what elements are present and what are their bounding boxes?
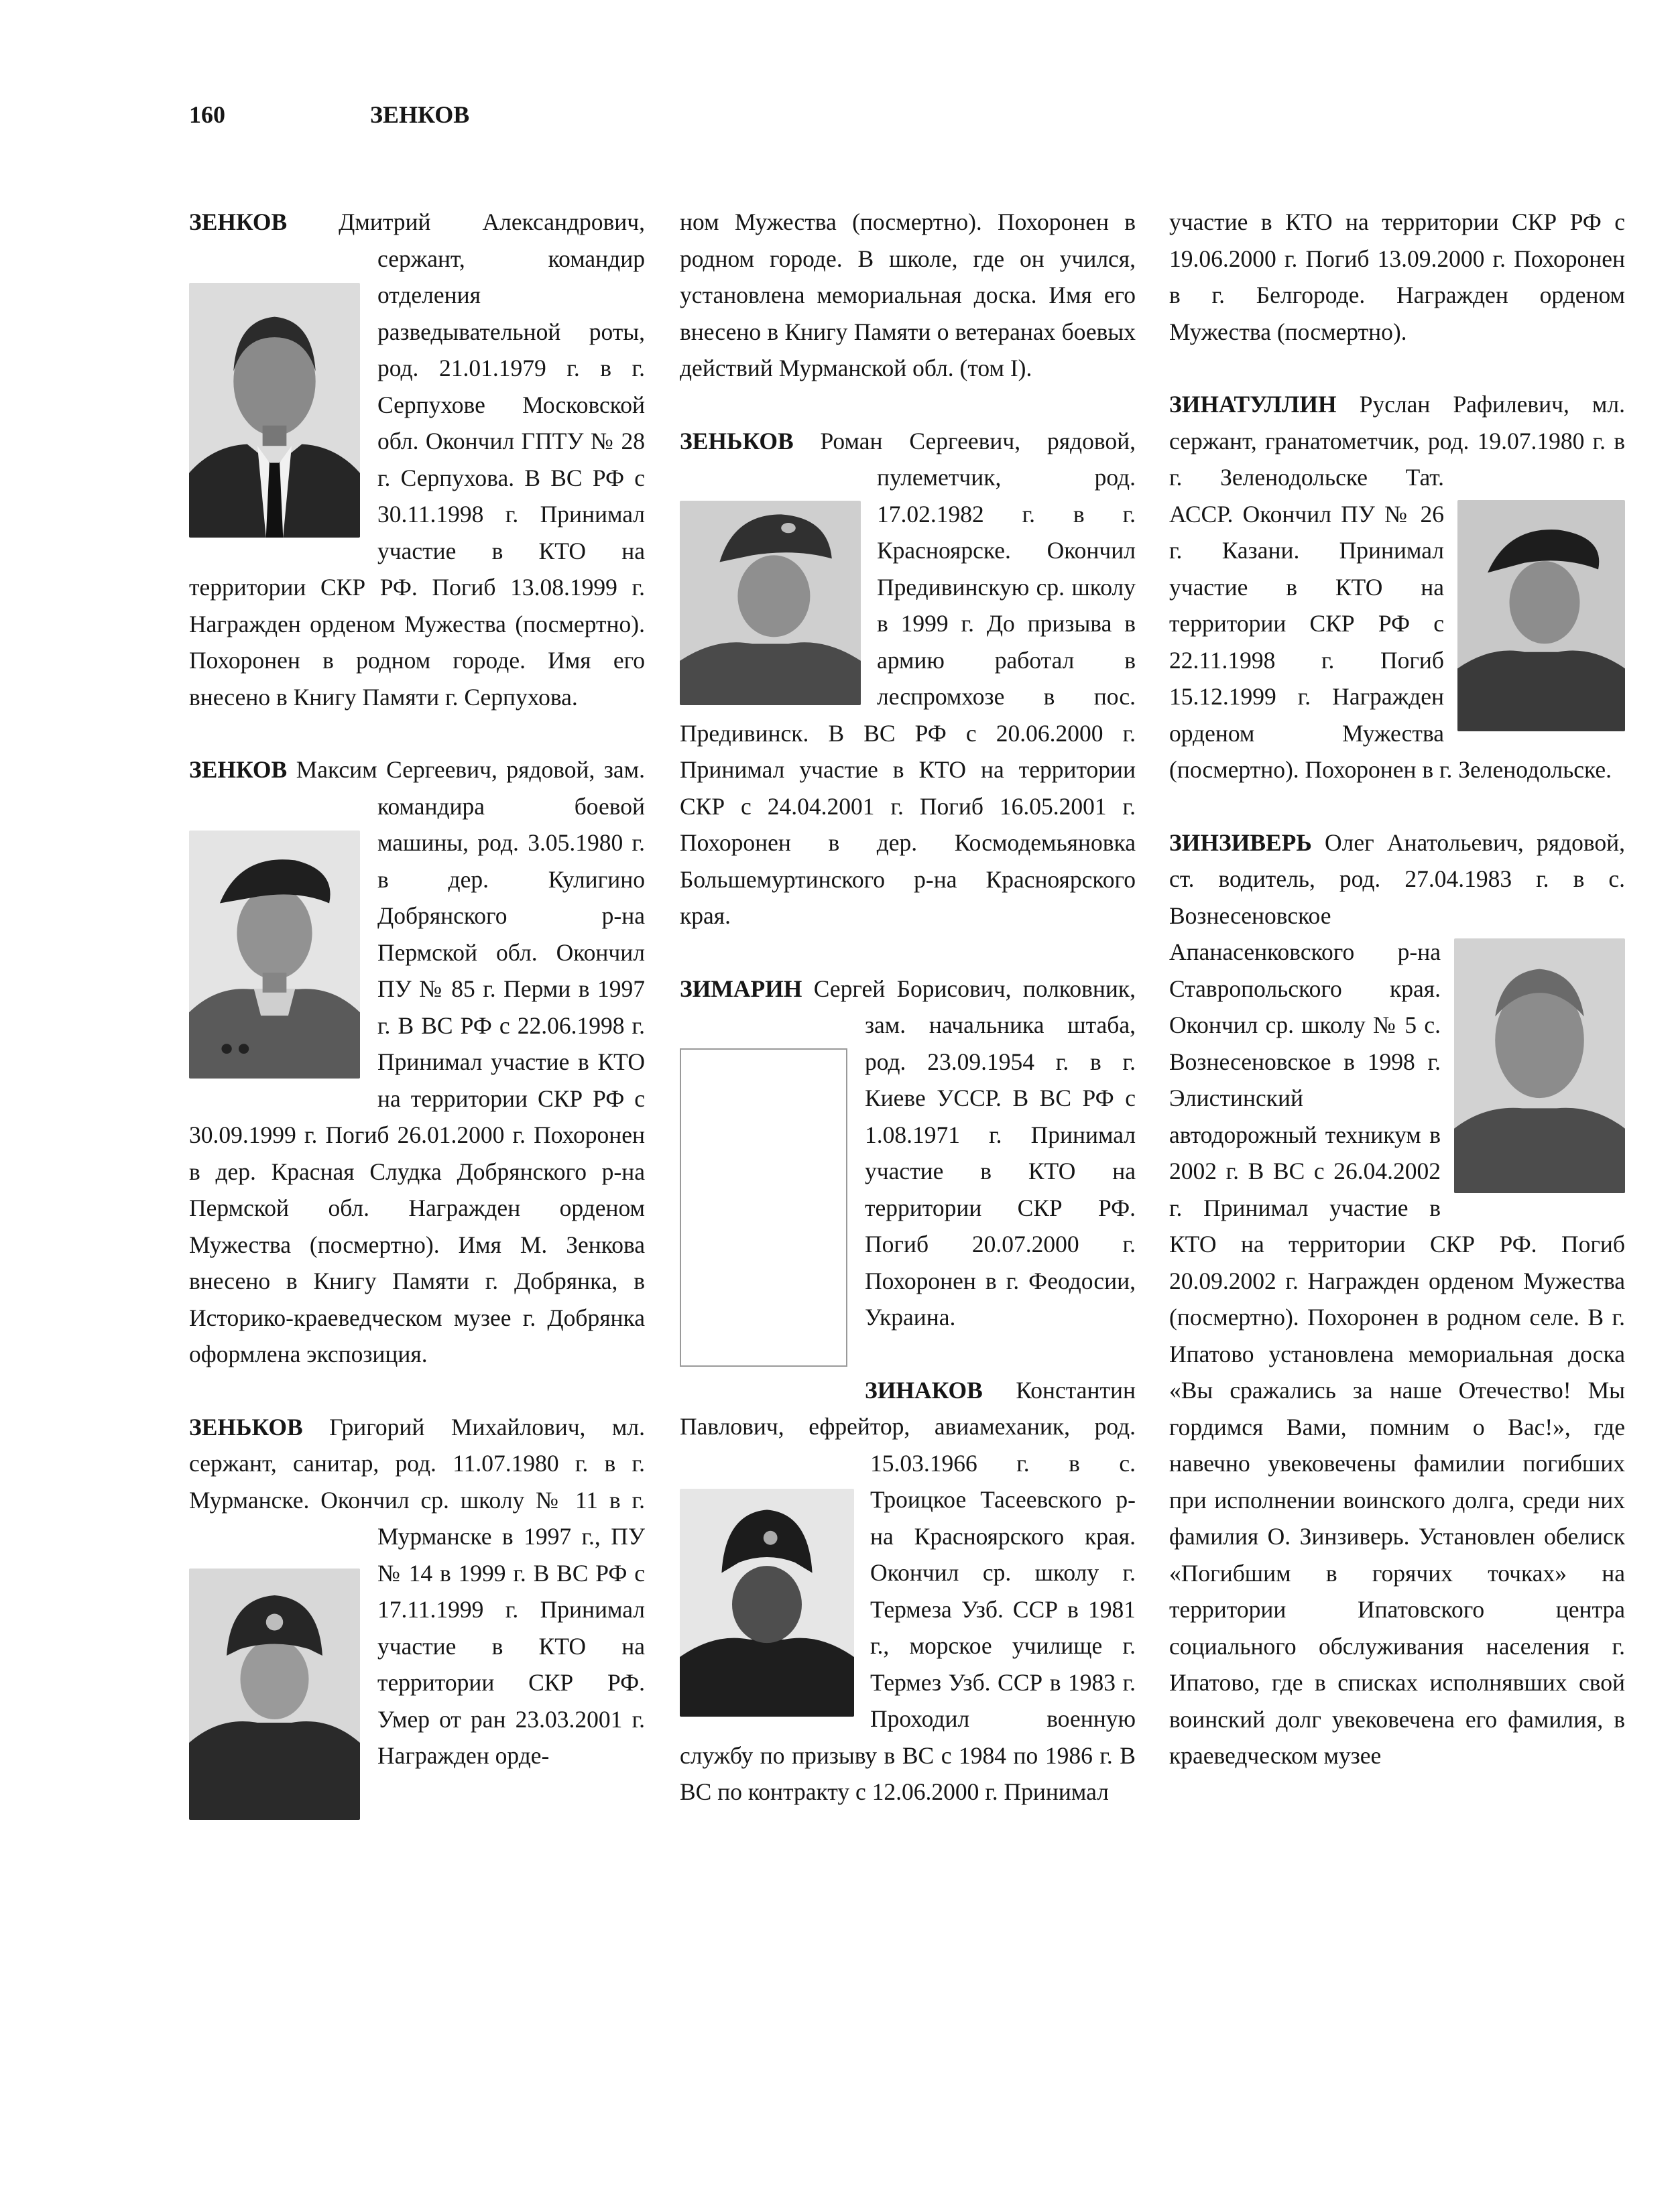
entry-surname: ЗИМАРИН <box>680 975 802 1002</box>
entry-zenkov-roman <box>680 423 1136 934</box>
portrait-photo <box>189 831 360 1079</box>
entry-zinakov <box>680 1372 1136 1810</box>
entry-text: Константин Павлович, ефрейтор, авиамеханик, род. 15.03.1966 г. в с. Троицкое Тасеевского р-на Красноярского края. Окончил ср. школу г. Термеза Узб. ССР в 1981 г., морское училище г. Термез Узб. ССР в 1983 г. Проходил военную службу по призыву в ВС с 1984 по 1986 г. В ВС по контракту с 12.06.2000 г. Принимал <box>680 1376 1136 1805</box>
portrait-photo <box>1457 500 1625 731</box>
column-2 <box>680 204 1136 1810</box>
entry-text: Дмитрий Александрович, сержант, командир отделения разведывательной роты, род. 21.01.1979 г. в г. Серпухове Московской обл. Окончил ГПТУ № 28 г. Серпухова. В ВС РФ с 30.11.1998 г. Принимал участие в КТО на территории СКР РФ. Погиб 13.08.1999 г. Награжден орденом Мужества (посмертно). Похоронен в родном городе. Имя его внесено в Книгу Памяти г. Серпухова. <box>189 208 645 711</box>
running-title: ЗЕНКОВ <box>370 101 470 128</box>
entry-zimarin <box>680 971 1136 1336</box>
entry-text: Олег Анатольевич, рядовой, ст. водитель, род. 27.04.1983 г. в с. Вознесеновское Апанасенковского р-на Ставропольского края. Окончил ср. школу № 5 с. Вознесеновское в 1998 г. Элистинский автодорожный техникум в 2002 г. В ВС с 26.04.2002 г. Принимал участие в КТО на территории СКР РФ. Погиб 20.09.2002 г. Награжден орденом Мужества (посмертно). Похоронен в родном селе. В г. Ипатово установлена мемориальная доска «Вы сражались за наше Отечество! Мы гордимся Вами, помним о Вас!», где навечно увековечены фамилии погибших при исполнении воинского долга, среди них фамилия О. Зинзиверь. Установлен обелиск «Погибшим в горячих точках» на территории Ипатовского центра социального обслуживания населения г. Ипатово, где в списках исполнявших свой воинский долг увековечена его фамилия, в краеведческом музее <box>1169 828 1625 1769</box>
entry-surname: ЗЕНКОВ <box>189 208 288 235</box>
entry-surname: ЗЕНЬКОВ <box>680 427 794 454</box>
portrait-photo <box>1454 938 1625 1193</box>
entry-text: Руслан Рафилевич, мл. сержант, гранатометчик, род. 19.07.1980 г. в г. Зеленодольске Тат. АССР. Окончил ПУ № 26 г. Казани. Принимал участие в КТО на территории СКР РФ с 22.11.1998 г. Погиб 15.12.1999 г. Награжден орденом Мужества (посмертно). Похоронен в г. Зеленодольске. <box>1169 391 1625 783</box>
entry-text: участие в КТО на территории СКР РФ с 19.06.2000 г. Погиб 13.09.2000 г. Похоронен в г. Белгороде. Награжден орденом Мужества (посмертно). <box>1169 208 1625 345</box>
entry-continuation <box>680 204 1136 387</box>
portrait-photo <box>680 501 861 705</box>
entry-zenkov-dmitry <box>189 204 645 715</box>
entry-continuation <box>1169 204 1625 350</box>
entry-surname: ЗИНАТУЛЛИН <box>1169 391 1337 418</box>
entry-text: Максим Сергеевич, рядовой, зам. командира боевой машины, род. 3.05.1980 г. в дер. Кулигино Добрянского р-на Пермской обл. Окончил ПУ № 85 г. Перми в 1997 г. В ВС РФ с 22.06.1998 г. Принимал участие в КТО на территории СКР РФ с 30.09.1999 г. Погиб 26.01.2000 г. Похоронен в дер. Красная Слудка Добрянского р-на Пермской обл. Награжден орденом Мужества (посмертно). Имя М. Зенкова внесено в Книгу Памяти г. Добрянка, в Историко-краеведческом музее г. Добрянка оформлена экспозиция. <box>189 756 645 1367</box>
column-1 <box>189 204 645 1825</box>
column-3 <box>1169 204 1625 1774</box>
entry-text: ном Мужества (посмертно). Похоронен в родном городе. В школе, где он учился, установлена мемориальная доска. Имя его внесено в Книгу Памяти о ветеранах боевых действий Мурманской обл. (том I). <box>680 208 1136 381</box>
entry-zenkov-grigory <box>189 1409 645 1774</box>
missing-photo-frame <box>680 1048 847 1367</box>
page-number: 160 <box>189 101 225 128</box>
entry-surname: ЗИНАКОВ <box>865 1376 983 1404</box>
portrait-photo <box>189 1569 360 1820</box>
page-header <box>189 101 470 129</box>
entry-zinatullin <box>1169 386 1625 788</box>
entry-text: Григорий Михайлович, мл. сержант, санитар, род. 11.07.1980 г. в г. Мурманске. Окончил ср. школу № 11 в г. Мурманске в 1997 г., ПУ № 14 в 1999 г. В ВС РФ с 17.11.1999 г. Принимал участие в КТО на территории СКР РФ. Умер от ран 23.03.2001 г. Награжден орде- <box>189 1413 645 1769</box>
entry-text: Сергей Борисович, полковник, зам. начальника штаба, род. 23.09.1954 г. в г. Киеве УССР. В ВС РФ с 1.08.1971 г. Принимал участие в КТО на территории СКР РФ. Погиб 20.07.2000 г. Похоронен в г. Феодосии, Украина. <box>802 975 1136 1331</box>
entry-text: Роман Сергеевич, рядовой, пулеметчик, род. 17.02.1982 г. в г. Красноярске. Окончил Предивинскую ср. школу в 1999 г. До призыва в армию работал в леспромхозе в пос. Предивинск. В ВС РФ с 20.06.2000 г. Принимал участие в КТО на территории СКР с 24.04.2001 г. Погиб 16.05.2001 г. Похоронен в дер. Космодемьяновка Большемуртинского р-на Красноярского края. <box>680 427 1136 929</box>
entry-surname: ЗЕНКОВ <box>189 756 288 783</box>
portrait-photo <box>680 1489 854 1717</box>
entry-zenkov-maxim <box>189 751 645 1373</box>
entry-zinziver <box>1169 824 1625 1774</box>
entry-surname: ЗИНЗИВЕРЬ <box>1169 828 1312 856</box>
entry-surname: ЗЕНЬКОВ <box>189 1413 303 1440</box>
portrait-photo <box>189 283 360 538</box>
